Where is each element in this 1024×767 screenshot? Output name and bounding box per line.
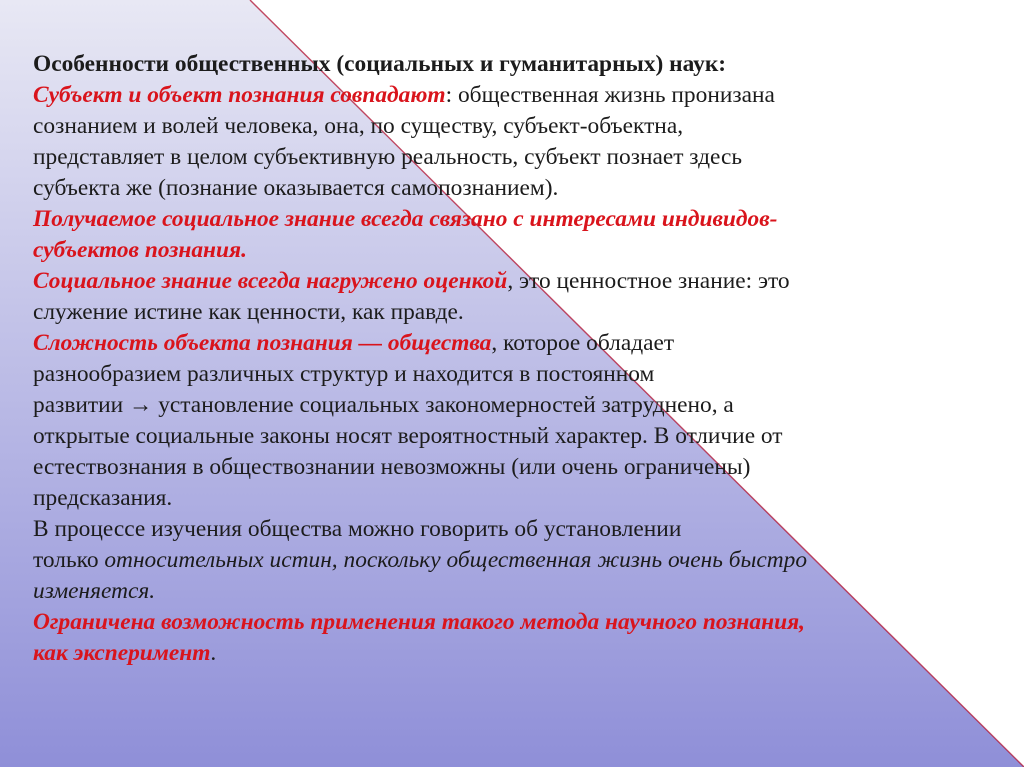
highlight-interests-cont: субъектов познания. [33,237,247,263]
text-line: развитии → установление социальных закономерностей затруднено, а [33,392,734,418]
text-fragment: . [210,640,217,666]
highlight-subject-object: Субъект и объект познания совпадают [33,82,446,108]
text-line: субъекта же (познание оказывается самопознанием). [33,175,559,201]
paragraph-interests [33,204,993,266]
text-line: служение истине как ценности, как правде. [33,299,464,325]
text-line: естествознания в обществознании невозможны (или очень ограничены) [33,454,751,480]
paragraph-evaluation [33,266,993,328]
text-fragment: , это ценностное знание: это [507,268,790,294]
paragraph-relative-truths [33,514,993,607]
text-line: сознанием и волей человека, она, по существу, субъект-объектна, [33,113,684,139]
italic-relative-truths-cont: изменяется. [33,578,156,604]
highlight-evaluation: Социальное знание всегда нагружено оценкой [33,268,508,294]
italic-relative-truths: относительных истин, поскольку общественная жизнь очень быстро [104,547,808,573]
highlight-experiment-cont: как эксперимент [33,640,211,666]
text-line: предсказания. [33,485,173,511]
highlight-complexity: Сложность объекта познания — общества [33,330,492,356]
paragraph-complexity [33,328,993,514]
slide-text [33,49,993,669]
text-line: В процессе изучения общества можно говорить об установлении [33,516,682,542]
text-line: представляет в целом субъективную реальность, субъект познает здесь [33,144,743,170]
text-fragment: только [33,547,105,573]
text-fragment: : общественная жизнь пронизана [445,82,775,108]
highlight-experiment: Ограничена возможность применения такого метода научного познания, [33,609,805,635]
highlight-interests: Получаемое социальное знание всегда связано с интересами индивидов- [33,206,778,232]
heading-text: Особенности общественных (социальных и гуманитарных) наук: [33,51,727,77]
text-fragment: , которое обладает [491,330,675,356]
text-line: разнообразием различных структур и находится в постоянном [33,361,655,387]
text-line: открытые социальные законы носят вероятностный характер. В отличие от [33,423,783,449]
slide-heading [33,49,993,80]
paragraph-subject-object [33,80,993,204]
paragraph-experiment [33,607,993,669]
